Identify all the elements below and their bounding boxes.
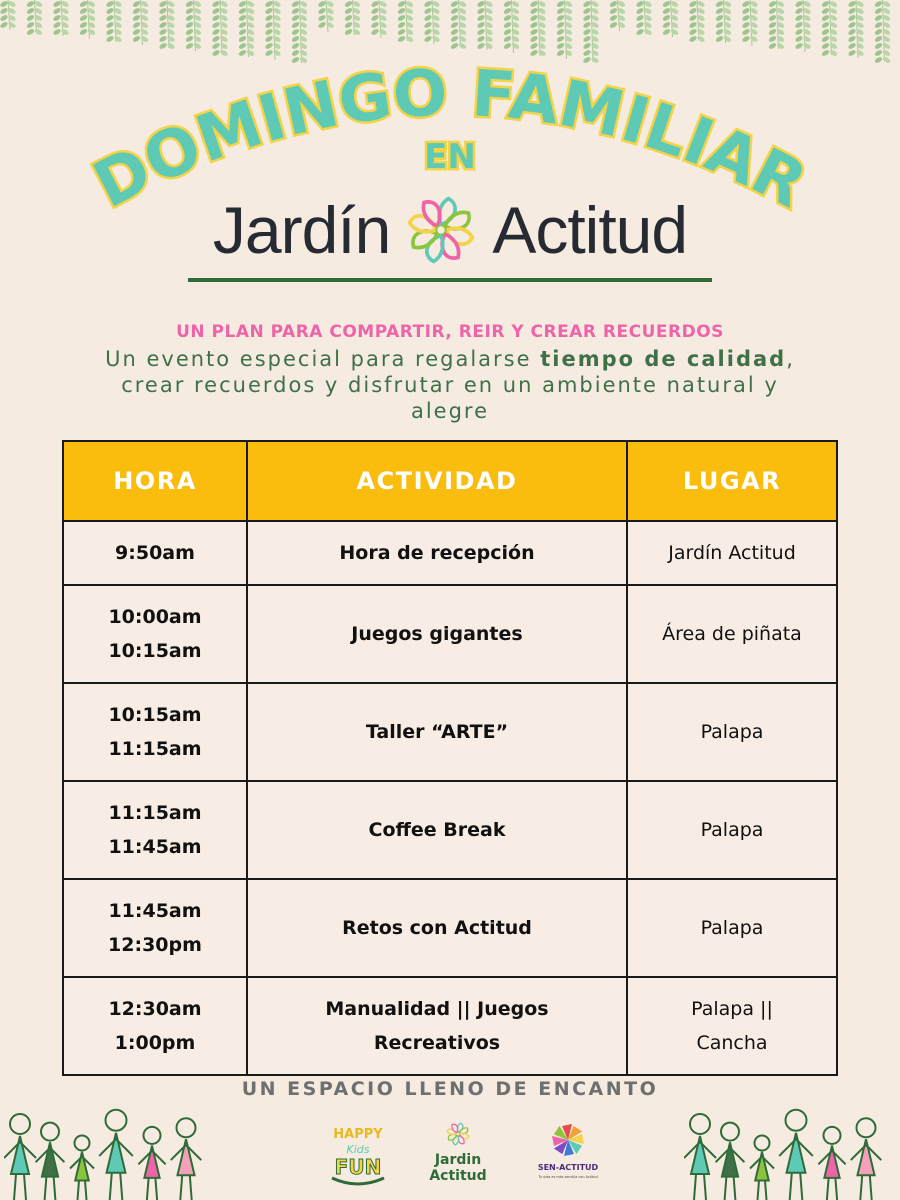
hora-cell-line: 10:15am: [108, 704, 202, 726]
brand-wordmark: [0, 190, 900, 270]
sen-actitud-text: SEN-ACTITUD: [537, 1163, 599, 1172]
table-row: [63, 879, 837, 977]
sen-tagline-text: Tu vida es más sencilla con Actitud: [538, 1175, 598, 1179]
actividad-cell-line: Taller “ARTE”: [365, 721, 509, 743]
fun-text: FUN: [334, 1155, 382, 1179]
lugar-cell-line: Palapa ||: [691, 998, 773, 1020]
lugar-cell-line: Palapa: [700, 917, 764, 939]
schedule-table: [62, 440, 838, 1076]
kids-drawing-left-icon: [4, 1108, 204, 1200]
hora-cell: [63, 585, 247, 683]
hora-cell: [63, 683, 247, 781]
hora-cell-line: 9:50am: [115, 542, 195, 564]
lugar-cell: [627, 781, 837, 879]
table-header-row: [63, 441, 837, 521]
hora-cell-line: 1:00pm: [114, 1032, 196, 1054]
title-en: EN: [424, 137, 476, 177]
event-description: Un evento especial para regalarse tiempo de calidad, crear recuerdos y disfrutar en un ambiente natural y alegre: [105, 347, 795, 423]
actividad-cell: [247, 521, 627, 585]
hora-cell-line: 12:30pm: [108, 934, 202, 956]
table-row: [63, 683, 837, 781]
subtitle: UN PLAN PARA COMPARTIR, REIR Y CREAR RECUERDOS: [176, 322, 724, 342]
brand-right: Actitud: [492, 193, 688, 267]
lugar-cell-line: Área de piñata: [662, 623, 802, 645]
kids-drawing-right-icon: [684, 1108, 884, 1200]
brand-left: Jardín: [212, 193, 391, 267]
table-row: [63, 781, 837, 879]
lugar-cell-line: Palapa: [700, 721, 764, 743]
header-hora: HORA: [63, 441, 247, 521]
hora-cell-line: 10:00am: [108, 606, 202, 628]
hora-cell: [63, 781, 247, 879]
table-row: [63, 585, 837, 683]
lugar-cell: [627, 521, 837, 585]
happy-kids-fun-logo: [322, 1118, 394, 1190]
actitud-text: Actitud: [429, 1168, 487, 1184]
flower-logo-icon: [404, 193, 478, 267]
actividad-cell: [247, 683, 627, 781]
sen-actitud-logo: [532, 1118, 604, 1190]
actividad-cell: [247, 977, 627, 1075]
hora-cell-line: 11:45am: [108, 900, 202, 922]
actividad-cell-line: Juegos gigantes: [351, 623, 523, 645]
jardin-actitud-logo: [422, 1118, 494, 1190]
jardin-text: Jardin: [434, 1152, 482, 1168]
hora-cell: [63, 521, 247, 585]
hora-cell-line: 11:45am: [108, 836, 202, 858]
actividad-cell-line: Hora de recepción: [339, 542, 535, 564]
lugar-cell: [627, 977, 837, 1075]
lugar-cell: [627, 585, 837, 683]
lugar-cell: [627, 879, 837, 977]
actividad-cell: [247, 879, 627, 977]
kids-text: Kids: [346, 1143, 370, 1156]
lugar-cell-line: Jardín Actitud: [668, 542, 796, 564]
lugar-cell-line: Palapa: [700, 819, 764, 841]
happy-text: HAPPY: [333, 1127, 383, 1142]
hora-cell: [63, 879, 247, 977]
actividad-cell-line: Manualidad || Juegos: [325, 998, 549, 1020]
hora-cell-line: 11:15am: [108, 738, 202, 760]
table-row: [63, 977, 837, 1075]
header-lugar: LUGAR: [627, 441, 837, 521]
actividad-cell-line: Coffee Break: [368, 819, 506, 841]
hora-cell-line: 11:15am: [108, 802, 202, 824]
title-arc-text: DOMINGO FAMILIAR: [82, 56, 818, 223]
hora-cell-line: 12:30am: [108, 998, 202, 1020]
actividad-cell: [247, 781, 627, 879]
header-actividad: ACTIVIDAD: [247, 441, 627, 521]
hora-cell: [63, 977, 247, 1075]
table-row: [63, 521, 837, 585]
divider-line: [188, 278, 712, 282]
footer-title: UN ESPACIO LLENO DE ENCANTO: [241, 1078, 659, 1100]
lugar-cell: [627, 683, 837, 781]
actividad-cell: [247, 585, 627, 683]
actividad-cell-line: Retos con Actitud: [342, 917, 532, 939]
hora-cell-line: 10:15am: [108, 640, 202, 662]
actividad-cell-line: Recreativos: [373, 1032, 501, 1054]
lugar-cell-line: Cancha: [696, 1032, 768, 1054]
